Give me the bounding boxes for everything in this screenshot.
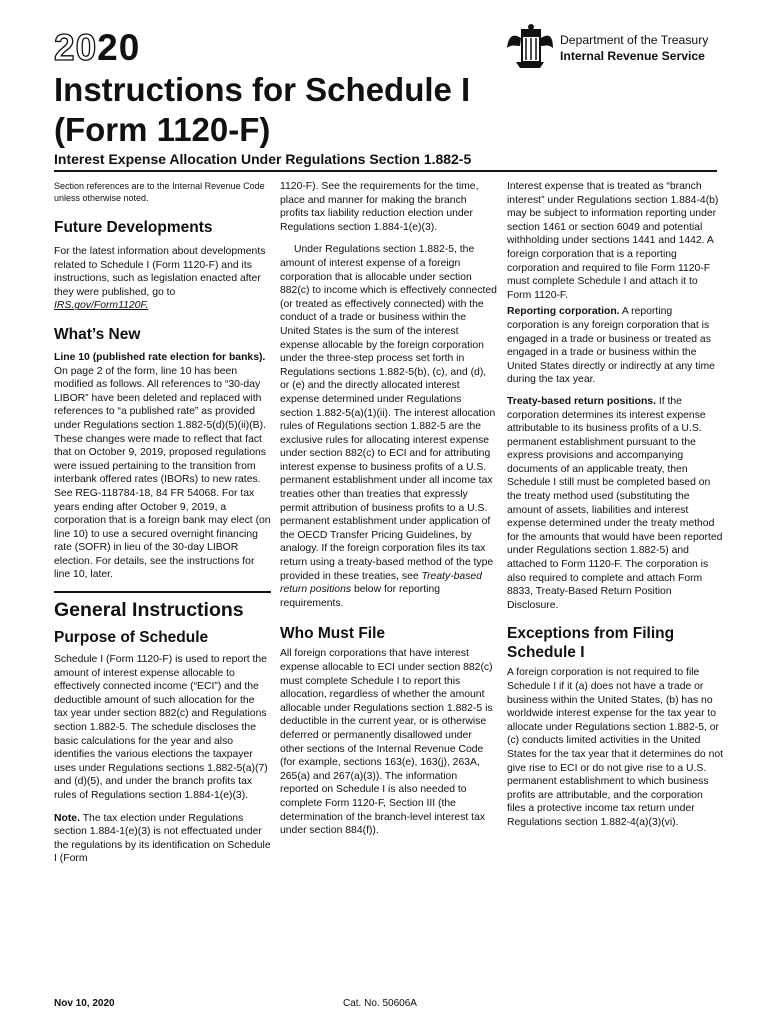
general-instructions-heading: General Instructions — [54, 599, 244, 622]
purpose-heading: Purpose of Schedule — [54, 629, 209, 647]
note-paragraph — [54, 812, 271, 866]
line10-text: On page 2 of the form, line 10 has been modified as follows. All references to “30-day LIBOR” have been deleted and replaced with references to “a published rate” as provided under Regulations section 1.882-5(d)(5)(ii)(B). These changes were made to reflect that fact that on October 9, 2019, proposed regulations were issued pertaining to the transition from interbank offered rates (IBORs) to new rates. See REG-118784-18, 84 FR 54068. For tax years ending after October 9, 2019, a corporation that is a foreign bank may elect (on line 10) to use a secured overnight financing rate (SOFR) in lieu of the 30-day LIBOR election. For details, see the instructions for line 10, later. — [54, 365, 271, 581]
future-developments-text — [54, 245, 271, 313]
year-solid: 20 — [97, 27, 141, 68]
column-3 — [507, 180, 724, 830]
page-subtitle: Interest Expense Allocation Under Regulations Section 1.882-5 — [54, 151, 472, 167]
year-outline: 20 — [54, 27, 98, 68]
col2-paragraph-2 — [280, 243, 497, 610]
note-label: Note. — [54, 812, 80, 824]
reporting-corporation-paragraph — [507, 305, 724, 387]
irs-form-link[interactable]: IRS.gov/Form1120F. — [54, 300, 149, 312]
reporting-text: A reporting corporation is any foreign corporation that is engaged in a trade or business or treated as engaged in a trade or business within the United States directly or indirectly at any time during the tax year. — [507, 306, 715, 386]
general-divider — [54, 591, 271, 593]
agency-irs: Internal Revenue Service — [560, 49, 705, 63]
treaty-text: If the corporation determines its interest expense attributable to its business profits of a U.S. permanent establishment pursuant to the express provisions and accompanying documents of an applicable treaty, then Schedule I still must be completed based on the treaty method used (substituting the amount of assets, liabilities and interest expense determined under the treaty method for the amounts that would have been reported under Regulations section 1.882-5) and attached to Form 1120-F. The corporation is also required to complete and attach Form 8833, Treaty-Based Return Position Disclosure. — [507, 395, 723, 611]
agency-block — [560, 32, 708, 64]
para2-text: Under Regulations section 1.882-5, the amount of interest expense of a foreign corporation that is allocable under section 882(c) to income which is effectively connected (or treated as effectively connected) with the conduct of a trade or business within the United States is the sum of the interest expense allocable by the foreign corporation under the three-step process set forth in Regulations sections 1.882-5(b), (c), and (d), or (e) and the directly allocated interest expense determined under Regulations section 1.882-5(a)(1)(ii). The interest allocation rules of Regulations section 1.882-5 are the exclusive rules for allocating interest expense under section 882(c) to ECI and for attributing interest expense to business profits of a U.S. permanent establishment under all income tax treaties other than treaties that expressly permit attribution of business profits to a U.S. permanent establishment under application of the OECD Transfer Pricing Guidelines, by analogy. If the foreign corporation files its tax return using a treaty-based method of the type provided in these treaties, see — [280, 244, 497, 582]
para2-tail: below for reporting requirements. — [280, 584, 440, 609]
col2-paragraph-1: 1120-F). See the requirements for the time, place and manner for making the branch profits tax liability reduction election under Regulations section 1.884-1(e)(3). — [280, 181, 479, 233]
column-1 — [54, 180, 271, 866]
page-title — [54, 70, 574, 150]
title-line-1: Instructions for Schedule I — [54, 71, 471, 108]
title-line-2: (Form 1120-F) — [54, 111, 271, 148]
reporting-run-in-heading: Reporting corporation. — [507, 306, 620, 318]
footer-date: Nov 10, 2020 — [54, 998, 115, 1009]
section-references-note: Section references are to the Internal Revenue Code unless otherwise noted. — [54, 181, 265, 203]
footer-cat-no: Cat. No. 50606A — [343, 998, 417, 1009]
line10-run-in-heading: Line 10 (published rate election for banks). — [54, 351, 266, 363]
column-2 — [280, 180, 497, 838]
exceptions-heading: Exceptions from Filing Schedule I — [507, 625, 675, 662]
purpose-text: Schedule I (Form 1120-F) is used to report the amount of interest expense allocable to effectively connected income (“ECI”) and the deductible amount of such allocation for the tax year under section 882(c) and Regulations section 1.882-5. The schedule discloses the basic calculations for the year and also identifies the various elections the taxpayer uses under Regulations sections 1.882-5(a)(7) and (d)(5), and under the branch profits tax rules of Regulations section 1.884-1(e)(3). — [54, 654, 268, 801]
header-divider — [54, 170, 717, 172]
agency-department: Department of the Treasury — [560, 33, 709, 47]
future-text: For the latest information about developments related to Schedule I (Form 1120-F) and its instructions, such as legislation enacted after they were published, go to — [54, 246, 266, 298]
branch-interest-text: Interest expense that is treated as “branch interest” under Regulations section 1.884-4(b) may be subject to information reporting under section 1461 or section 6049 and potential withholding under sections 1441 and 1442. A foreign corporation that is a reporting corporation and required to file Form 1120-F must complete Schedule I and attach it to Form 1120-F. — [507, 181, 719, 301]
who-must-file-text: All foreign corporations that have interest expense allocable to ECI under section 882(c) must complete Schedule I to report this allocation, regardless of whether the amount allocable under Regulations section 1.882-5 is deductible in the current year, or is otherwise deferred or permanently disallowed under other sections of the Internal Revenue Code (for example, sections 163(e), 163(j), 263A, 265(a) and 267(a)(3)). The information reported on Schedule I is also needed to complete Form 1120-F, Section III (the determination of the branch-level interest tax under section 884(f)). — [280, 648, 493, 837]
irs-eagle-icon — [506, 24, 554, 70]
line10-paragraph — [54, 351, 271, 582]
future-developments-heading: Future Developments — [54, 219, 213, 236]
treaty-run-in-heading: Treaty-based return positions. — [507, 395, 656, 407]
note-text: The tax election under Regulations section 1.884-1(e)(3) is not effectuated under the regulations by its identification on Schedule I (Form — [54, 812, 271, 865]
treaty-reference: Treaty-based return positions — [280, 570, 482, 596]
year-mark — [54, 28, 140, 68]
whats-new-heading: What’s New — [54, 325, 141, 343]
who-must-file-heading: Who Must File — [280, 625, 386, 643]
treaty-positions-paragraph — [507, 395, 724, 613]
exceptions-text: A foreign corporation is not required to file Schedule I if it (a) does not have a trade or business within the United States, (b) has no worldwide interest expense for the tax year to allocate under Regulations section 1.882-5, or (c) conducts limited activities in the United States for the tax year that it determines do not give rise to ECI or do not give rise to a U.S. permanent establishment to which business profits are attributable, and the corporation files a protective income tax return under Regulations section 1.882-4(a)(3)(vi). — [507, 667, 724, 828]
